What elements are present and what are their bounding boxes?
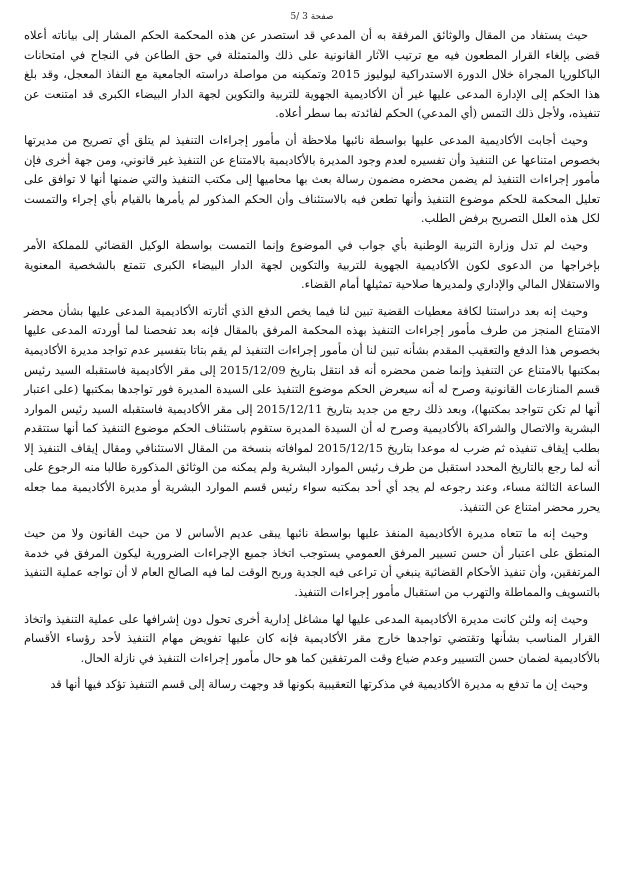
paragraph-2: وحيث أجابت الأكاديمية المدعى عليها بواسطة نائبها ملاحظة أن مأمور إجراءات التنفيذ لم يتلق أي تصريح من مديرتها بخصوص امتناعها عن التنفيذ وأن تفسيره لعدم وجود المديرة بالأكاديمية بالامتناع عن التنفيذ غير قانوني، ومن جهة أخرى فإن مأمور إجراءات التنفيذ لم يضمن محضره مضمون رسالة بعث بها محاميها إلى مكتب التنفيذ والتي ضمنها أنها لا توافق على تعليل المحكمة للحكم موضوع التنفيذ وأنها تطعن فيه بالاستئناف وأن الحكم المذكور لم يأمرها بالقيام بأي إجراء والتمست لكل هذه العلل التصريح برفض الطلب. — [24, 132, 600, 226]
paragraph-7: وحيث إن ما تدفع به مديرة الأكاديمية في مذكرتها التعقيبية بكونها قد وجهت رسالة إلى قسم التنفيذ تؤكد فيها أنها قد — [50, 677, 588, 692]
paragraph-5: وحيث إنه ما تتعاه مديرة الأكاديمية المنفذ عليها بواسطة نائبها يبقى عديم الأساس لا من حيث القانون ولا من حيث المنطق على اعتبار أن حسن تسيير المرفق العمومي يستوجب اتخاذ جميع الإجراءات الضرورية ليكون المرفق في خدمة المرتفقين، وأن تنفيذ الأحكام القضائية ينبغي أن تراعى فيه الجدية وربح الوقت لما فيه الصالح العام لا أن تواجه عملية التنفيذ بالتسويف والمماطلة والتهرب من استقبال مأمور إجراءات التنفيذ. — [24, 526, 600, 600]
paragraph-3: وحيث لم تدل وزارة التربية الوطنية بأي جواب في الموضوع وإنما التمست بواسطة الوكيل القضائي للمملكة الأمر بإخراجها من الدعوى لكون الأكاديمية الجهوية للتربية والتكوين لجهة الدار البيضاء الكبرى تتمتع بالشخصية المعنوية والاستقلال المالي والإداري ولمديرها صلاحية تمثيلها أمام القضاء. — [24, 237, 600, 292]
paragraph-4: وحيث إنه بعد دراستنا لكافة معطيات القضية تبين لنا فيما يخص الدفع الذي أثارته الأكاديمية المدعى عليها بشأن محضر الامتناع المنجز من طرف مأمور إجراءات التنفيذ بهذه المحكمة المرفق بالمقال فإنه بعد تفحصنا لما أوردته المدعى عليها بخصوص هذا الدفع والتعقيب المقدم بشأنه تبين لنا أن مأمور إجراءات التنفيذ لم يقم بتاتا بتفسير عدم تواجد مديرة الأكاديمية بمكتبها بالامتناع عن التنفيذ وإنما ضمن محضره أنه قد انتقل بتاريخ 2015/12/09 إلى مقر الأكاديمية فاستقبله السيد رئيس قسم المنازعات القانونية وصرح له أنه سيعرض الحكم موضوع التنفيذ على السيدة المديرة فور تواجدها بمكتبها (على اعتبار أنها لم تكن تتواجد بمكتبها)، وبعد ذلك رجع من جديد بتاريخ 2015/12/11 إلى مقر الأكاديمية فاستقبله السيد رئيس الموارد البشرية والاتصال والشراكة بالأكاديمية وصرح له أن السيدة المديرة ستقوم باستئناف الحكم موضوع التنفيذ كما أنها ستتقدم بطلب إيقاف تنفيذه ثم ضرب له موعدا بتاريخ 2015/12/15 لموافاته بنسخة من المقال الاستئنافي ومقال إيقاف التنفيذ إلا أنه لما رجع بالتاريخ المحدد استقبل من طرف رئيس الموارد البشرية ولم يمكنه من الوثائق المذكورة طالبا منه الرجوع على الساعة الثالثة مساء، وعند رجوعه لم يجد أي أحد بمكتبه سواء رئيس قسم الموارد البشرية أو مديرة الأكاديمية مما جعله يحرر محضر امتناع عن التنفيذ. — [24, 303, 601, 514]
paragraph-6: وحيث إنه ولئن كانت مديرة الأكاديمية المدعى عليها لها مشاغل إدارية أخرى تحول دون إشرافها على عملية التنفيذ واتخاذ القرار المناسب بشأنها وتقتضي تواجدها خارج مقر الأكاديمية فإنه كان عليها تفويض مهام التنفيذ لأحد رؤساء الأقسام بالأكاديمية لضمان حسن التسيير وعدم ضياع وقت المرتفقين كما هو حال مأمور إجراءات التنفيذ في نازلة الحال. — [24, 611, 600, 665]
page-number: صفحة 3 /5 — [290, 12, 334, 22]
paragraph-1: حيث يستفاد من المقال والوثائق المرفقة به أن المدعي قد استصدر عن هذه المحكمة الحكم المشار إلى بياناته أعلاه قضى بإلغاء القرار المطعون فيه مع ترتيب الآثار القانونية على ذلك والمتمثلة في حق الطاعن في النجاح في امتحانات الباكلوريا المجراة خلال الدورة الاستدراكية ليوليوز 2015 وتمكينه من مواصلة دراسته الجامعية مع النفاذ المعجل، وقد بلغ هذا الحكم إلى الإدارة المدعى عليها غير أن الأكاديمية الجهوية للتربية والتكوين لجهة الدار البيضاء الكبرى قد امتنعت عن تنفيذه، ولأجل ذلك التمس (أي المدعي) الحكم لفائدته بما سطر أعلاه. — [24, 28, 600, 121]
